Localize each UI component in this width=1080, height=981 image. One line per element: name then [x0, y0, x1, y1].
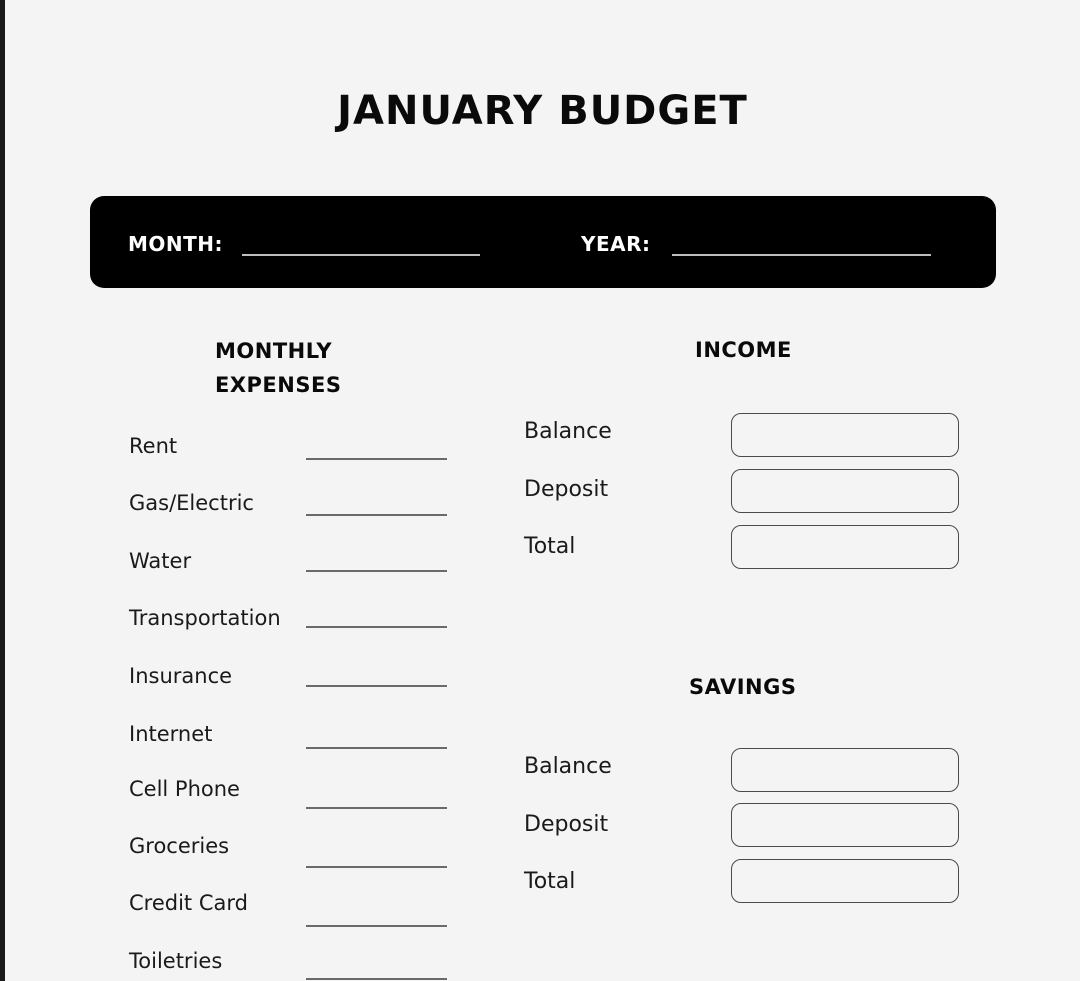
income-balance-label: Balance	[524, 419, 612, 444]
expense-label-credit-card: Credit Card	[129, 891, 248, 915]
year-label: YEAR:	[581, 232, 651, 256]
expense-line-toiletries[interactable]	[306, 978, 447, 980]
savings-balance-box[interactable]	[731, 748, 959, 792]
expense-label-cell-phone: Cell Phone	[129, 777, 240, 801]
expense-line-groceries[interactable]	[306, 866, 447, 868]
expense-label-insurance: Insurance	[129, 664, 233, 688]
expenses-heading-line1: MONTHLY	[215, 339, 333, 363]
savings-heading: SAVINGS	[689, 675, 797, 699]
expense-line-water[interactable]	[306, 570, 447, 572]
savings-deposit-label: Deposit	[524, 812, 609, 837]
page-title: JANUARY BUDGET	[337, 88, 748, 134]
expense-label-internet: Internet	[129, 722, 213, 746]
expense-label-rent: Rent	[129, 434, 178, 458]
expenses-heading	[215, 334, 341, 402]
expense-label-water: Water	[129, 549, 192, 573]
expense-line-cell-phone[interactable]	[306, 807, 447, 809]
month-year-bar	[90, 196, 996, 288]
month-field-line[interactable]	[242, 254, 480, 256]
expense-label-gas-electric: Gas/Electric	[129, 491, 254, 515]
expenses-heading-line2: EXPENSES	[215, 373, 342, 397]
income-deposit-label: Deposit	[524, 477, 609, 502]
expense-line-rent[interactable]	[306, 458, 447, 460]
expense-line-transportation[interactable]	[306, 626, 447, 628]
savings-total-label: Total	[524, 869, 576, 894]
expense-line-gas-electric[interactable]	[306, 514, 447, 516]
income-balance-box[interactable]	[731, 413, 959, 457]
expense-line-credit-card[interactable]	[306, 925, 447, 927]
income-deposit-box[interactable]	[731, 469, 959, 513]
expense-label-groceries: Groceries	[129, 834, 230, 858]
income-total-box[interactable]	[731, 525, 959, 569]
expense-line-internet[interactable]	[306, 747, 447, 749]
savings-balance-label: Balance	[524, 754, 612, 779]
year-field-line[interactable]	[672, 254, 931, 256]
expense-label-toiletries: Toiletries	[129, 949, 223, 973]
income-heading: INCOME	[695, 338, 792, 362]
expense-label-transportation: Transportation	[129, 606, 281, 630]
page-left-border	[0, 0, 5, 981]
expense-line-insurance[interactable]	[306, 685, 447, 687]
income-total-label: Total	[524, 534, 576, 559]
savings-total-box[interactable]	[731, 859, 959, 903]
savings-deposit-box[interactable]	[731, 803, 959, 847]
month-label: MONTH:	[128, 232, 224, 256]
